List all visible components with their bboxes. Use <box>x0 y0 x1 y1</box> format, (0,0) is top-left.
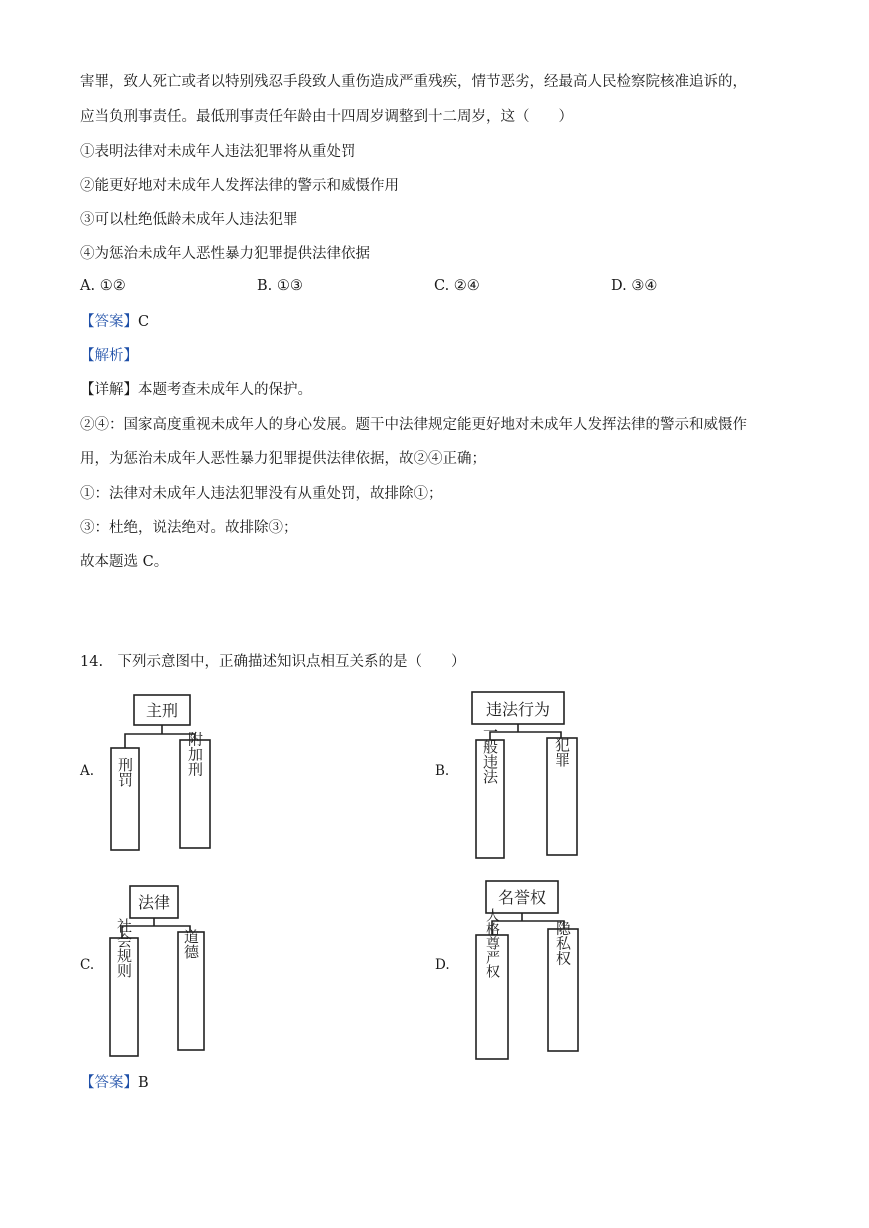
diagram-b <box>460 688 590 868</box>
diagram-d-right-text: 隐私权 <box>554 920 572 966</box>
q13-option-d: D. ③④ <box>611 278 658 294</box>
analysis-tag: 【解析】 <box>80 348 138 364</box>
detail-tag: 【详解】 <box>80 382 138 398</box>
q14-option-d-label: D. <box>435 957 450 973</box>
q13-statement-4: ④为惩治未成年人恶性暴力犯罪提供法律依据 <box>80 246 370 262</box>
q13-analysis-tag <box>80 346 138 366</box>
diagram-a-left-text: 刑罚 <box>116 757 134 787</box>
diagram-c-right-text: 道德 <box>182 929 200 959</box>
q13-explain-line-4: ③：杜绝，说法绝对。故排除③； <box>80 520 298 536</box>
diagram-c <box>100 880 230 1060</box>
answer-tag: 【答案】 <box>80 314 138 330</box>
q13-option-c: C. ②④ <box>434 278 480 294</box>
diagram-d <box>460 875 595 1065</box>
q14-answer-tag: 【答案】 <box>80 1075 138 1091</box>
detail-text: 本题考查未成年人的保护。 <box>138 382 312 398</box>
diagram-b-left-text: 一般违法 <box>481 724 499 784</box>
q13-statement-3: ③可以杜绝低龄未成年人违法犯罪 <box>80 212 298 228</box>
q13-answer <box>80 312 149 332</box>
diagram-b-right-text: 犯罪 <box>553 737 571 767</box>
q13-explain-line-1: ②④：国家高度重视未成年人的身心发展。题干中法律规定能更好地对未成年人发挥法律的警示和威慑作 <box>80 417 747 433</box>
q14-option-c-label: C. <box>80 957 95 973</box>
q14-answer <box>80 1073 149 1093</box>
diagram-d-left-text: 人格尊严权 <box>484 908 500 978</box>
diagram-a-right-text: 附加刑 <box>186 731 204 777</box>
q13-stem-line-1: 害罪，致人死亡或者以特别残忍手段致人重伤造成严重残疾，情节恶劣，经最高人民检察院核准追诉的， <box>80 74 747 90</box>
q13-option-b: B. ①③ <box>257 278 303 294</box>
answer-value: C <box>138 314 150 330</box>
q13-statement-2: ②能更好地对未成年人发挥法律的警示和威慑作用 <box>80 178 399 194</box>
diagram-c-top-text: 法律 <box>137 893 171 912</box>
q14-option-b-label: B. <box>435 763 450 779</box>
diagram-d-top-text: 名誉权 <box>497 888 547 907</box>
q13-options <box>80 278 780 298</box>
q13-conclusion: 故本题选 C。 <box>80 554 169 570</box>
q13-stem-line-2: 应当负刑事责任。最低刑事责任年龄由十四周岁调整到十二周岁，这（ ） <box>80 109 573 125</box>
q13-explain-line-3: ①：法律对未成年人违法犯罪没有从重处罚，故排除①； <box>80 486 443 502</box>
q13-statement-1: ①表明法律对未成年人违法犯罪将从重处罚 <box>80 144 356 160</box>
q14-stem: 14. 下列示意图中，正确描述知识点相互关系的是（ ） <box>80 654 466 670</box>
diagram-a-top-text: 主刑 <box>145 701 179 720</box>
q14-option-a-label: A. <box>80 763 95 779</box>
q13-option-a: A. ①② <box>80 278 126 294</box>
q13-detail <box>80 380 312 400</box>
diagram-a <box>100 690 230 865</box>
q14-answer-value: B <box>138 1075 149 1091</box>
q13-explain-line-2: 用，为惩治未成年人恶性暴力犯罪提供法律依据，故②④正确； <box>80 451 486 467</box>
diagram-b-top-text: 违法行为 <box>485 700 551 719</box>
diagram-c-left-text: 社会规则 <box>115 918 133 978</box>
